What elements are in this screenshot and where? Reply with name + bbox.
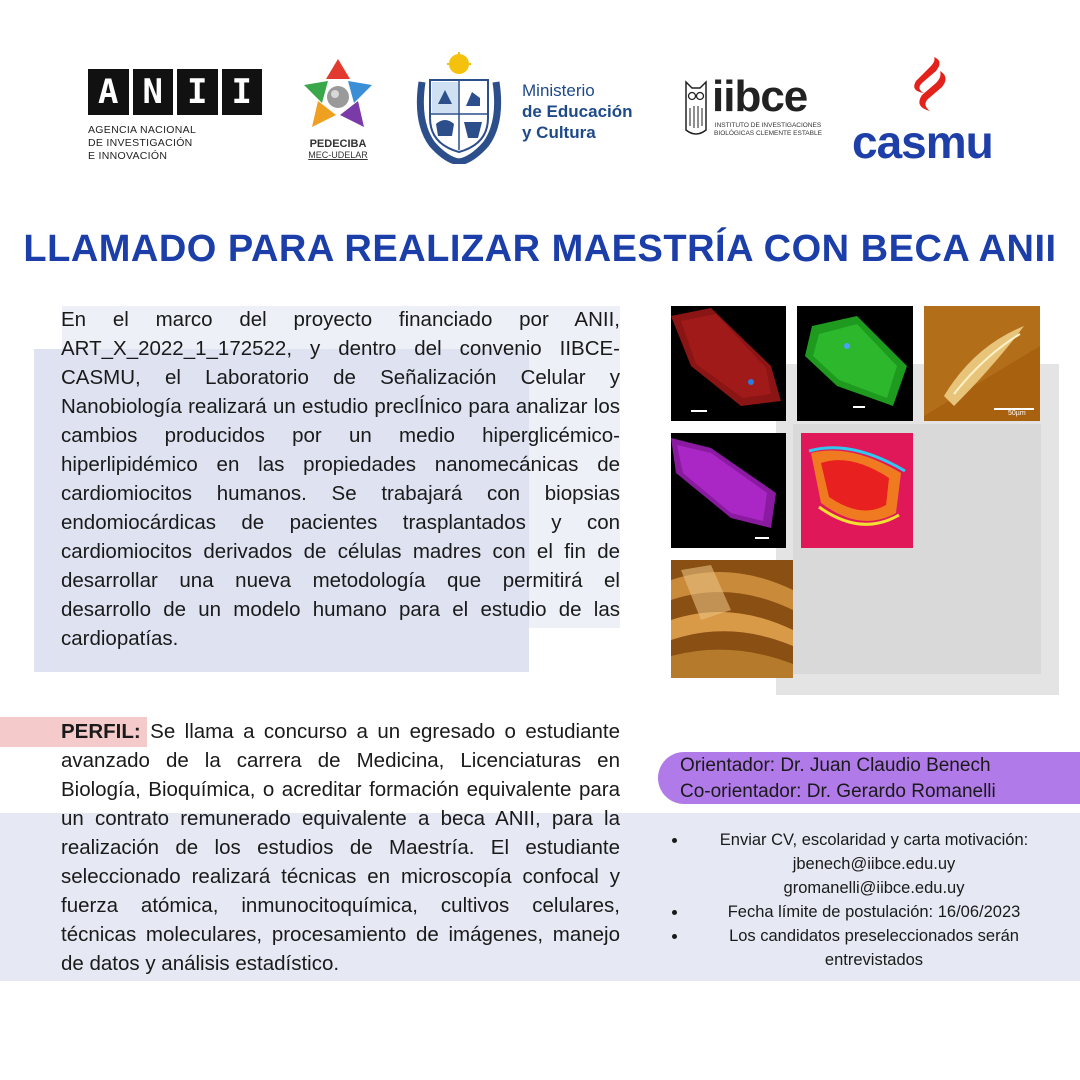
email-benech[interactable]: jbenech@iibce.edu.uy (792, 855, 956, 873)
perfil-label: PERFIL: (61, 720, 141, 743)
iibce-logo (682, 72, 832, 152)
confocal-magenta-image (671, 433, 786, 548)
confocal-green-image (797, 306, 913, 421)
bullet-interview: Los candidatos preseleccionados serán entrevistados (729, 927, 1019, 969)
bullet-send-cv: Enviar CV, escolaridad y carta motivación: (719, 831, 1029, 849)
mec-line1: Ministerio (522, 81, 595, 100)
instructions-list (660, 828, 1060, 972)
pedeciba-logo (298, 55, 378, 160)
mec-line3: y Cultura (522, 123, 596, 142)
perfil-body: Se llama a concurso a un egresado o estudiante avanzado de la carrera de Medicina, Licenciaturas en Biología, Bioquímica, o acreditar formación equivalente para un contrato remunerado equivalente a beca ANII, para la realización de los estudios de Maestría. El estudiante seleccionado realizará técnicas en microscopía confocal y fuerza atómica, inmunocitoquímica, cultivos celulares, técnicas moleculares, procesamiento de imágenes, manejo de datos y análisis estadístico. (61, 720, 620, 975)
anii-letter: N (133, 69, 174, 115)
list-item (688, 900, 1060, 924)
anii-letter: A (88, 69, 129, 115)
orientador-line: Orientador: Dr. Juan Claudio Benech (680, 755, 991, 776)
email-romanelli[interactable]: gromanelli@iibce.edu.uy (783, 879, 965, 897)
page-title: LLAMADO PARA REALIZAR MAESTRÍA CON BECA ANII (23, 228, 1057, 270)
afm-surface-image (671, 560, 793, 678)
list-item (688, 828, 1060, 900)
iibce-subtitle: INSTITUTO DE INVESTIGACIONES BIOLÓGICAS CLEMENTE ESTABLE (714, 122, 822, 137)
anii-logo (88, 69, 262, 115)
uruguay-coat-of-arms-icon (412, 52, 506, 164)
pedeciba-sub: MEC-UDELAR (308, 150, 368, 160)
list-item (688, 924, 1060, 972)
anii-letter: I (177, 69, 218, 115)
casmu-logo (850, 55, 1010, 168)
orientadores (680, 753, 996, 805)
perfil-paragraph (61, 717, 620, 978)
mec-logo (522, 80, 633, 143)
pedeciba-name: PEDECIBA (309, 138, 367, 150)
casmu-name: casmu (852, 116, 993, 168)
intro-paragraph: En el marco del proyecto financiado por ANII, ART_X_2022_1_172522, y dentro del convenio IIBCE-CASMU, el Laboratorio de Señalización Celular y Nanobiología realizará un estudio preclÍnico para analizar los cambios producidos por un medio hiperglicémico-hiperlipidémico en las propiedades nanomecánicas de cardiomiocitos humanos. Se trabajará con biopsias endomiocárdicas de pacientes trasplantados y con cardiomiocitos derivados de células madres con el fin de desarrollar una nueva metodología que permitirá el desarrollo de un modelo humano para el estudio de las cardiopatías. (61, 308, 620, 650)
mec-line2: de Educación (522, 102, 633, 121)
anii-letter: I (222, 69, 263, 115)
pedeciba-star-icon (298, 55, 378, 131)
confocal-red-image (671, 306, 786, 421)
afm-stiffness-map-image (801, 433, 913, 548)
afm-scale-label: 50µm (1008, 410, 1026, 417)
coorientador-line: Co-orientador: Dr. Gerardo Romanelli (680, 781, 996, 802)
iibce-name: iibce (712, 72, 808, 121)
casmu-flame-icon (900, 55, 960, 117)
afm-topography-image (924, 306, 1040, 421)
bullet-deadline: Fecha límite de postulación: 16/06/2023 (727, 903, 1021, 921)
anii-subtitle: AGENCIA NACIONAL DE INVESTIGACIÓN E INNOVACIÓN (88, 124, 197, 162)
